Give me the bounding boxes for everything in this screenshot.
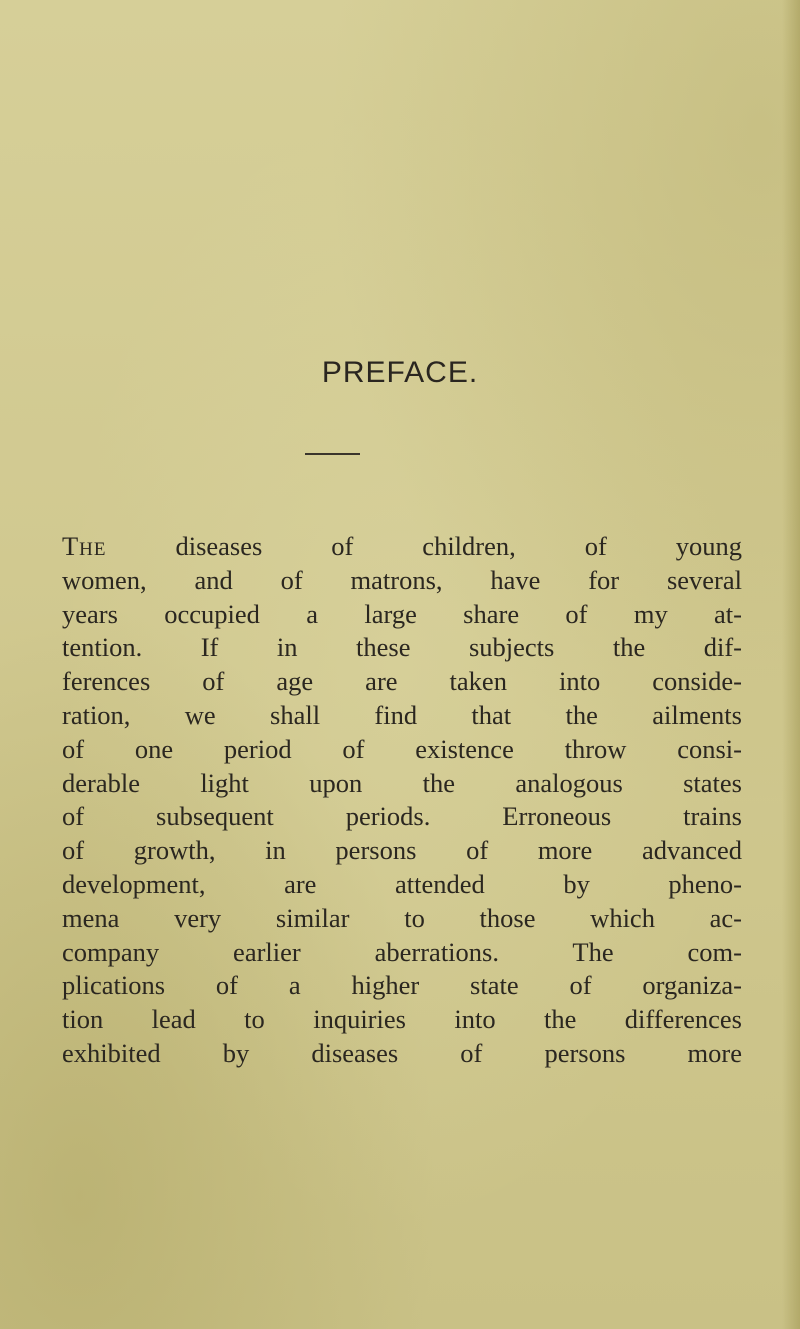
text-line-9: of subsequent periods. Erroneous trains: [62, 801, 742, 832]
text-line-11: development, are attended by pheno-: [62, 868, 742, 899]
text-line-1: [62, 530, 742, 564]
text-line-10: of growth, in persons of more advanced: [62, 835, 742, 866]
first-word: The: [62, 531, 107, 561]
text-line-14: plications of a higher state of organiza-: [62, 970, 742, 1001]
heading-rule: [305, 453, 360, 455]
text-line-3: years occupied a large share of my at-: [62, 598, 742, 629]
preface-heading: PREFACE.: [321, 356, 479, 389]
page-edge-shadow: [782, 0, 800, 1329]
text-line-2: women, and of matrons, have for several: [62, 564, 742, 595]
text-line-12: mena very similar to those which ac-: [62, 902, 742, 933]
text-line-1-rest: diseases of children, of young: [106, 531, 742, 561]
preface-body: [62, 530, 742, 1071]
text-line-6: ration, we shall find that the ailments: [62, 699, 742, 730]
text-line-7: of one period of existence throw consi-: [62, 733, 742, 764]
text-line-15: tion lead to inquiries into the differences: [62, 1004, 742, 1035]
text-line-16: exhibited by diseases of persons more: [62, 1037, 742, 1068]
text-line-13: company earlier aberrations. The com-: [62, 936, 742, 967]
text-line-5: ferences of age are taken into conside-: [62, 666, 742, 697]
text-line-4: tention. If in these subjects the dif-: [62, 632, 742, 663]
text-line-8: derable light upon the analogous states: [62, 767, 742, 798]
